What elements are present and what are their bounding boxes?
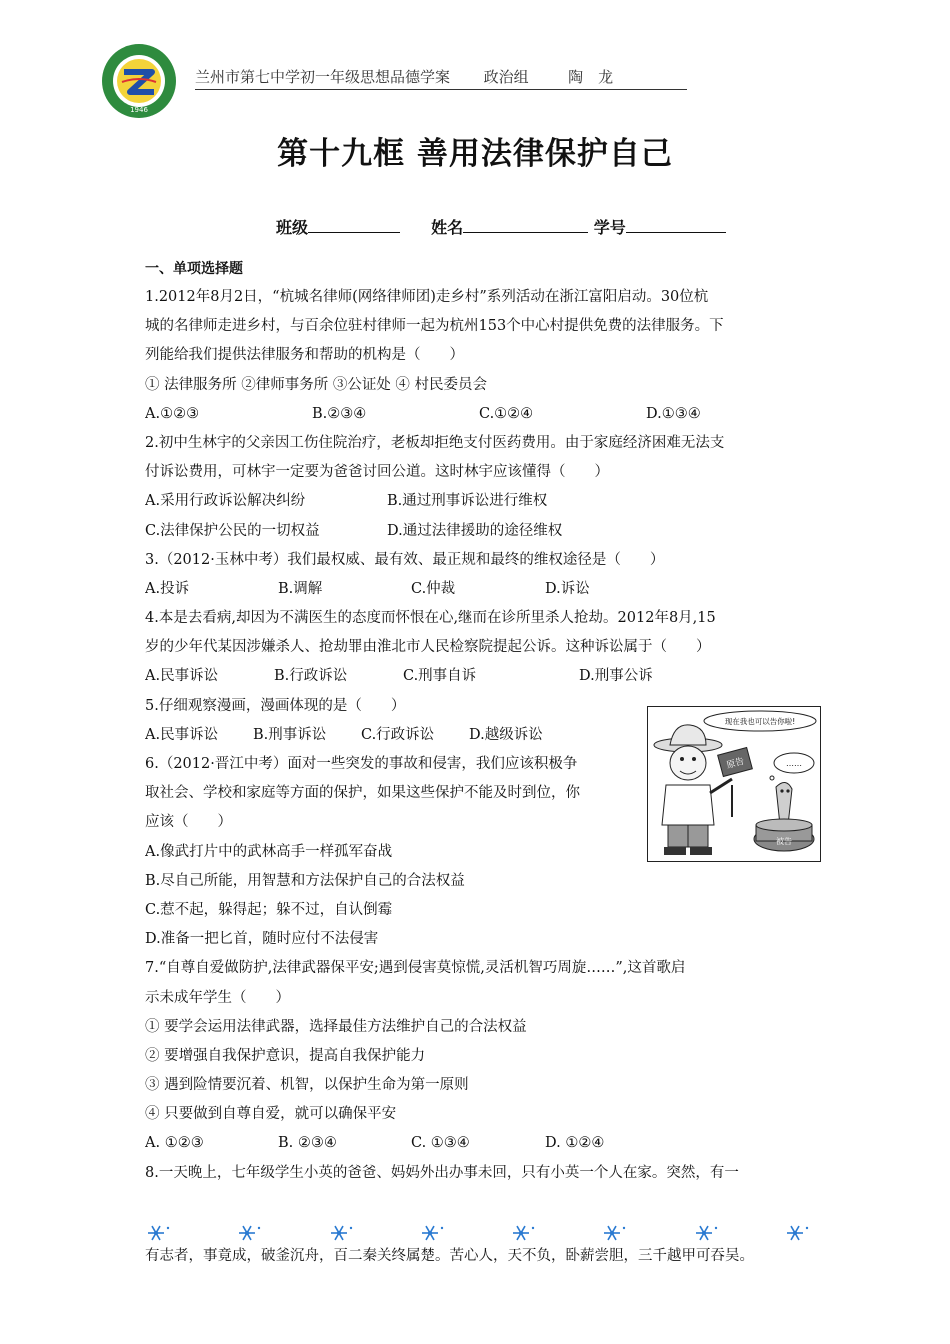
- id-field[interactable]: [626, 218, 726, 233]
- q2-option-c[interactable]: C.法律保护公民的一切权益: [145, 522, 320, 539]
- student-info-fields: [276, 215, 726, 238]
- q1-option-a[interactable]: A.①②③: [145, 405, 200, 422]
- q3-line: 3.（2012·玉林中考）我们最权威、最有效、最正规和最终的维权途径是（ ）: [145, 551, 665, 568]
- footer-motto: 有志者，事竟成，破釜沉舟，百二秦关终属楚。苦心人，天不负，卧薪尝胆，三千越甲可吞吴。: [145, 1248, 754, 1264]
- q7-line-2: 示未成年学生（ ）: [145, 989, 290, 1006]
- q1-option-b[interactable]: B.②③④: [312, 405, 367, 422]
- q7-option-d[interactable]: D. ①②④: [545, 1135, 605, 1152]
- logo-year: 1946: [130, 106, 148, 114]
- q3-option-a[interactable]: A.投诉: [145, 580, 190, 597]
- q6-line-3: 应该（ ）: [145, 814, 232, 831]
- header-group: 政治组: [483, 68, 529, 86]
- q3-option-d[interactable]: D.诉讼: [545, 580, 590, 597]
- q7-line-1: 7.“自尊自爱做防护,法律武器保平安;遇到侵害莫惊慌,灵活机智巧周旋……”,这首歌启: [145, 960, 686, 977]
- comic-thought-bubble: ……: [786, 759, 802, 768]
- q7-option-b[interactable]: B. ②③④: [278, 1135, 337, 1152]
- snowflake-icon: [693, 1222, 719, 1244]
- q4-option-c[interactable]: C.刑事自诉: [403, 668, 477, 685]
- q2-option-d[interactable]: D.通过法律援助的途径维权: [387, 522, 563, 539]
- q6-line-2: 取社会、学校和家庭等方面的保护，如果这些保护不能及时到位，你: [145, 785, 580, 802]
- class-field[interactable]: [308, 218, 400, 233]
- comic-base-label: 被告: [776, 837, 792, 846]
- q7-statement-4: ④ 只要做到自尊自爱，就可以确保平安: [145, 1106, 397, 1123]
- school-logo: [100, 42, 178, 120]
- q4-option-a[interactable]: A.民事诉讼: [145, 668, 219, 685]
- q1-line-4: ① 法律服务所 ②律师事务所 ③公证处 ④ 村民委员会: [145, 376, 488, 393]
- q1-line-1: 1.2012年8月2日，“杭城名律师(网络律师团)走乡村”系列活动在浙江富阳启动。30位杭: [145, 289, 709, 305]
- q4-line-1: 4.本是去看病,却因为不满医生的态度而怀恨在心,继而在诊所里杀人抢劫。2012年8月,15: [145, 610, 716, 627]
- q4-options: [145, 662, 810, 691]
- q7-options: [145, 1129, 810, 1158]
- q8-line-1: 8.一天晚上，七年级学生小英的爸爸、妈妈外出办事未回，只有小英一个人在家。突然，有一: [145, 1164, 739, 1181]
- snowflake-icon: [328, 1222, 354, 1244]
- q7-statement-3: ③ 遇到险情要沉着、机智，以保护生命为第一原则: [145, 1077, 469, 1094]
- q1-option-c[interactable]: C.①②④: [479, 405, 534, 422]
- snowflake-icon: [601, 1222, 627, 1244]
- section-title: 一、单项选择题: [145, 261, 243, 277]
- q2-options-row-1: [145, 487, 810, 516]
- q5-option-a[interactable]: A.民事诉讼: [145, 726, 219, 743]
- q5-option-c[interactable]: C.行政诉讼: [361, 726, 435, 743]
- q6-option-d[interactable]: D.准备一把匕首，随时应付不法侵害: [145, 931, 379, 948]
- snowflake-icon: [510, 1222, 536, 1244]
- q2-option-a[interactable]: A.采用行政诉讼解决纠纷: [145, 493, 306, 510]
- q6-option-c[interactable]: C.惹不起，躲得起；躲不过，自认倒霉: [145, 901, 393, 918]
- q7-statement-2: ② 要增强自我保护意识，提高自我保护能力: [145, 1047, 426, 1064]
- q3-option-c[interactable]: C.仲裁: [411, 580, 456, 597]
- q1-line-2: 城的名律师走进乡村，与百余位驻村律师一起为杭州153个中心村提供免费的法律服务。下: [145, 318, 724, 335]
- name-label: 姓名: [431, 218, 464, 237]
- header-school: 兰州市第七中学初一年级思想品德学案: [195, 68, 451, 86]
- snowflake-icon: [419, 1222, 445, 1244]
- q4-option-d[interactable]: D.刑事公诉: [579, 668, 653, 685]
- q6-option-a[interactable]: A.像武打片中的武林高手一样孤军奋战: [145, 843, 393, 860]
- q2-line-1: 2.初中生林宇的父亲因工伤住院治疗，老板却拒绝支付医药费用。由于家庭经济困难无法支: [145, 434, 725, 451]
- comic-sign-text: 原告: [725, 756, 746, 772]
- q1-option-d[interactable]: D.①③④: [646, 405, 701, 422]
- id-label: 学号: [593, 218, 626, 237]
- q2-line-2: 付诉讼费用，可林宇一定要为爸爸讨回公道。这时林宇应该懂得（ ）: [145, 464, 609, 481]
- page-title: 第十九框 善用法律保护自己: [277, 136, 673, 172]
- q2-options-row-2: [145, 517, 810, 546]
- q7-statement-1: ① 要学会运用法律武器，选择最佳方法维护自己的合法权益: [145, 1018, 527, 1035]
- name-field[interactable]: [463, 218, 588, 233]
- q4-line-2: 岁的少年代某因涉嫌杀人、抢劫罪由淮北市人民检察院提起公诉。这种诉讼属于（ ）: [145, 639, 711, 656]
- header-author: 陶 龙: [568, 68, 614, 86]
- comic-speech-bubble: 现在我也可以告你啦!: [724, 717, 796, 726]
- snowflake-icon: [784, 1222, 810, 1244]
- comic-illustration: [647, 706, 821, 862]
- q3-options: [145, 575, 810, 604]
- q2-option-b[interactable]: B.通过刑事诉讼进行维权: [387, 493, 548, 510]
- q6-option-b[interactable]: B.尽自己所能，用智慧和方法保护自己的合法权益: [145, 872, 465, 889]
- q1-line-3: 列能给我们提供法律服务和帮助的机构是（ ）: [145, 347, 464, 364]
- footer-decoration: [145, 1222, 810, 1246]
- q4-option-b[interactable]: B.行政诉讼: [274, 668, 348, 685]
- q5-option-d[interactable]: D.越级诉讼: [469, 726, 543, 743]
- q1-options: [145, 400, 810, 429]
- q6-line-1: 6.（2012·晋江中考）面对一些突发的事故和侵害，我们应该积极争: [145, 756, 578, 772]
- q5-option-b[interactable]: B.刑事诉讼: [253, 726, 327, 743]
- q3-option-b[interactable]: B.调解: [278, 580, 323, 597]
- snowflake-icon: [145, 1222, 171, 1244]
- q7-option-c[interactable]: C. ①③④: [411, 1135, 470, 1152]
- q7-option-a[interactable]: A. ①②③: [145, 1135, 204, 1152]
- page-header: [195, 66, 687, 90]
- q5-line: 5.仔细观察漫画，漫画体现的是（ ）: [145, 697, 406, 714]
- snowflake-icon: [236, 1222, 262, 1244]
- class-label: 班级: [276, 218, 309, 237]
